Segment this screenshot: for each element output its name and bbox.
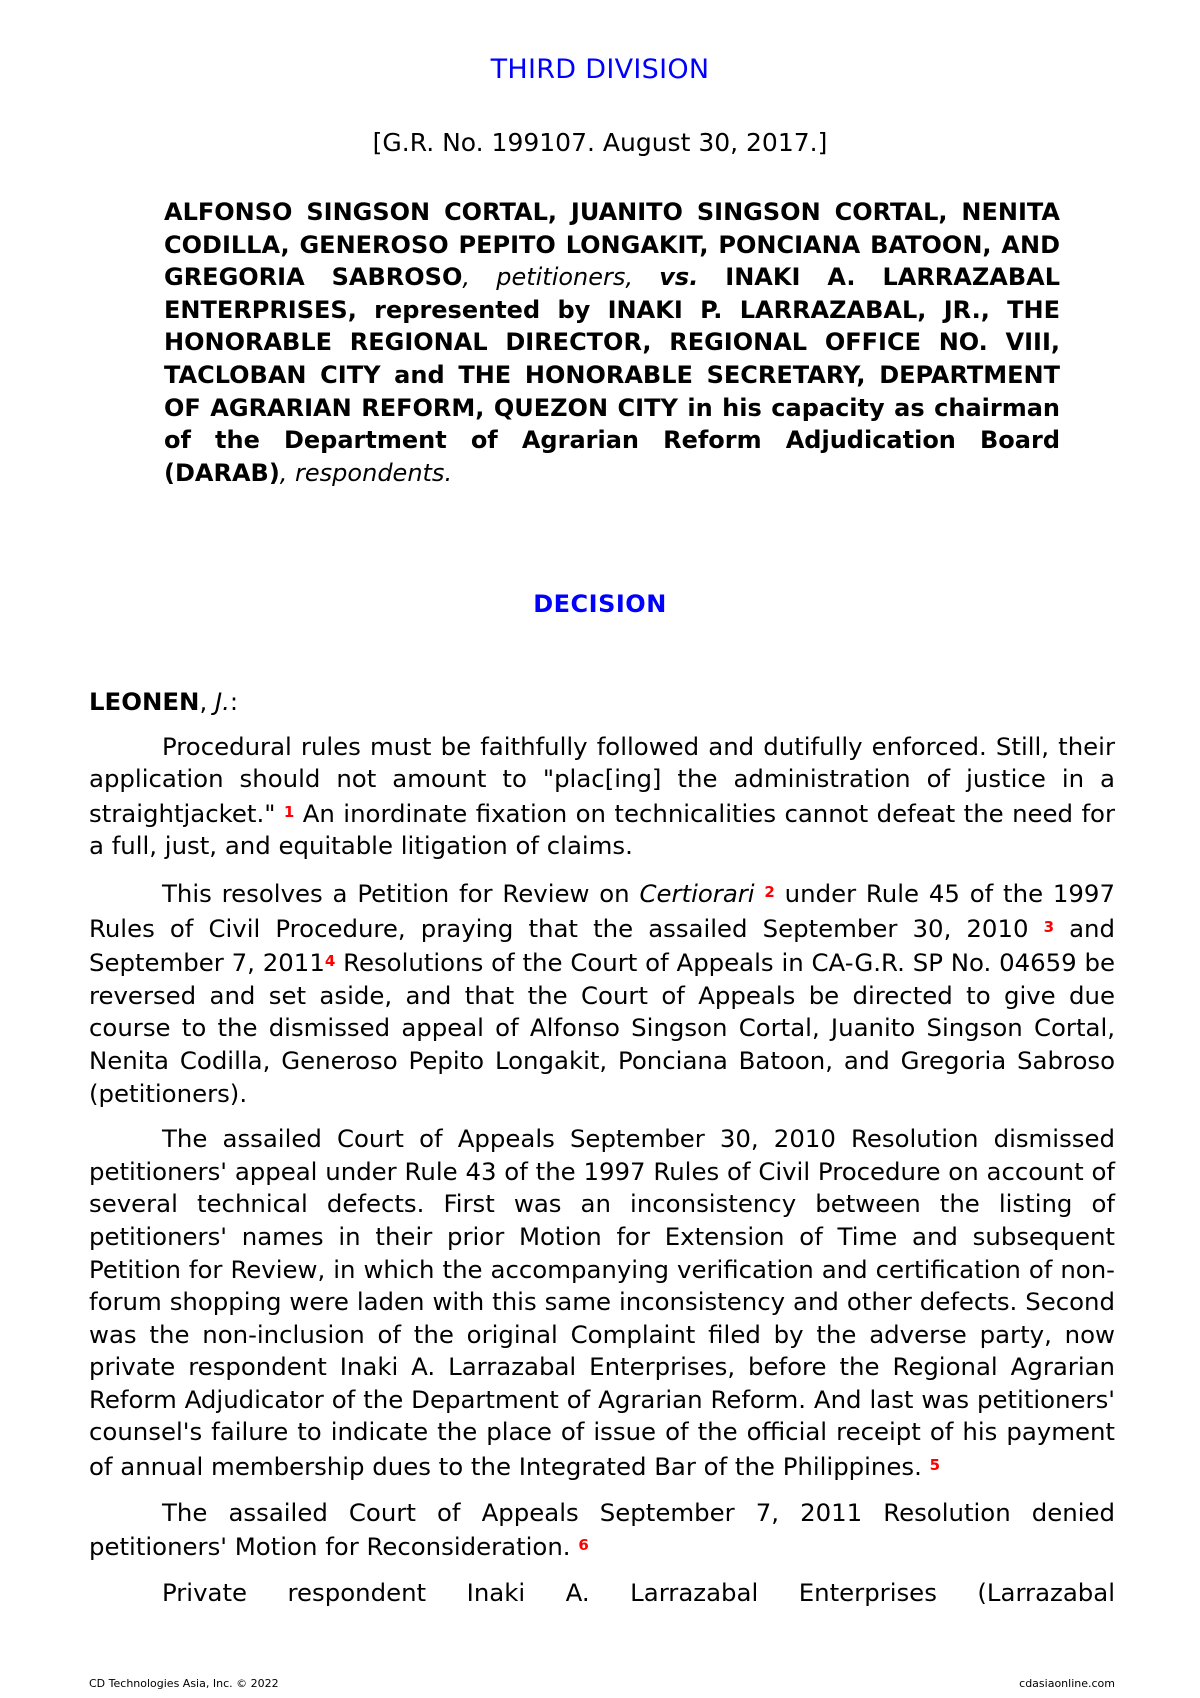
versus: vs. [659,263,699,292]
paragraph-4 [89,1497,1115,1564]
paragraph-text: The assailed Court of Appeals September 30, 2010 Resolution dismissed petitioners' appeal under Rule 43 of the 1997 Rules of Civil Procedure on account of several technical defects. First was an inconsistency between the listing of petitioners' names in their prior Motion for Extension of Time and subsequent Petition for Review, in which the accompanying verification and certification of non-forum shopping were laden with this same inconsistency and other defects. Second was the non-inclusion of the original Complaint filed by the adverse party, now private respondent Inaki A. Larrazabal Enterprises, before the Regional Agrarian Reform Adjudicator of the Department of Agrarian Reform. And last was petitioners' counsel's failure to indicate the place of issue of the official receipt of his payment of annual membership dues to the Integrated Bar of the Philippines. [89,1124,1115,1482]
case-number: [G.R. No. 199107. August 30, 2017.] [372,128,828,157]
case-title-parties [164,196,1060,489]
decision-heading: DECISION [533,590,667,618]
ponente-title: J. [214,687,230,716]
paragraph-text: An inordinate fixation on technicalities cannot defeat the need for a full, just, and equitable litigation of claims. [89,798,1115,861]
paragraph-text: and September 7, 2011 [89,913,1115,978]
ponente-line [89,686,1115,719]
paragraph-text: The assailed Court of Appeals September 7, 2011 Resolution denied petitioners' Motion for Reconsideration. [89,1497,1115,1562]
footnote-link-1[interactable]: 1 [283,802,295,821]
decision-body [89,686,1115,1622]
comma: , [625,263,660,292]
footnote-link-2[interactable]: 2 [764,882,775,901]
ponente-separator: , [199,687,215,716]
paragraph-text: Private respondent Inaki A. Larrazabal Enterprises (Larrazabal [162,1577,1115,1607]
footnote-link-6[interactable]: 6 [578,1536,589,1555]
certiorari-term: Certiorari [639,878,755,908]
paragraph-text: This resolves a Petition for Review on [162,878,640,908]
footnote-link-3[interactable]: 3 [1043,917,1055,936]
respondents-names: INAKI A. LARRAZABAL ENTERPRISES, represented by INAKI P. LARRAZABAL, JR., THE HONORABLE REGIONAL DIRECTOR, REGIONAL OFFICE NO. VIII, TACLOBAN CITY and THE HONORABLE SECRETARY, DEPARTMENT OF AGRARIAN REFORM, QUEZON CITY in his capacity as chairman of the Department of Agrarian Reform Adjudication Board (DARAB) [164,263,1061,487]
ponente-name: LEONEN [89,687,200,716]
paragraph-1 [89,731,1115,863]
division-heading: THIRD DIVISION [490,54,710,85]
petitioners-separator: , [462,263,497,292]
footer-copyright: CD Technologies Asia, Inc. © 2022 [89,1677,279,1690]
footnote-link-4[interactable]: 4 [324,952,336,971]
paragraph-text: Procedural rules must be faithfully followed and dutifully enforced. Still, their application should not amount to "plac[ing] the administration of justice in a straightjacket." [89,731,1115,828]
paragraph-text: under Rule 45 of the 1997 Rules of Civil Procedure, praying that the assailed September 30, 2010 [89,878,1115,943]
paragraph-5 [89,1577,1115,1610]
paragraph-text: Resolutions of the Court of Appeals in CA-G.R. SP No. 04659 be reversed and set aside, and that the Court of Appeals be directed to give due course to the dismissed appeal of Alfonso Singson Cortal, Juanito Singson Cortal, Nenita Codilla, Generoso Pepito Longakit, Ponciana Batoon, and Gregoria Sabroso (petitioners). [89,948,1115,1108]
respondents-label: respondents [295,458,445,487]
ponente-colon: : [229,687,239,716]
footer-website: cdasiaonline.com [1019,1677,1115,1690]
paragraph-2 [89,876,1115,1110]
paragraph-3 [89,1123,1115,1484]
petitioners-names: ALFONSO SINGSON CORTAL, JUANITO SINGSON CORTAL, NENITA CODILLA, GENEROSO PEPITO LONGAKIT, PONCIANA BATOON, AND GREGORIA SABROSO [164,198,1060,292]
footnote-link-5[interactable]: 5 [929,1456,941,1475]
parties-end: . [444,458,453,487]
petitioners-label: petitioners [496,263,626,292]
respondents-separator: , [279,458,296,487]
